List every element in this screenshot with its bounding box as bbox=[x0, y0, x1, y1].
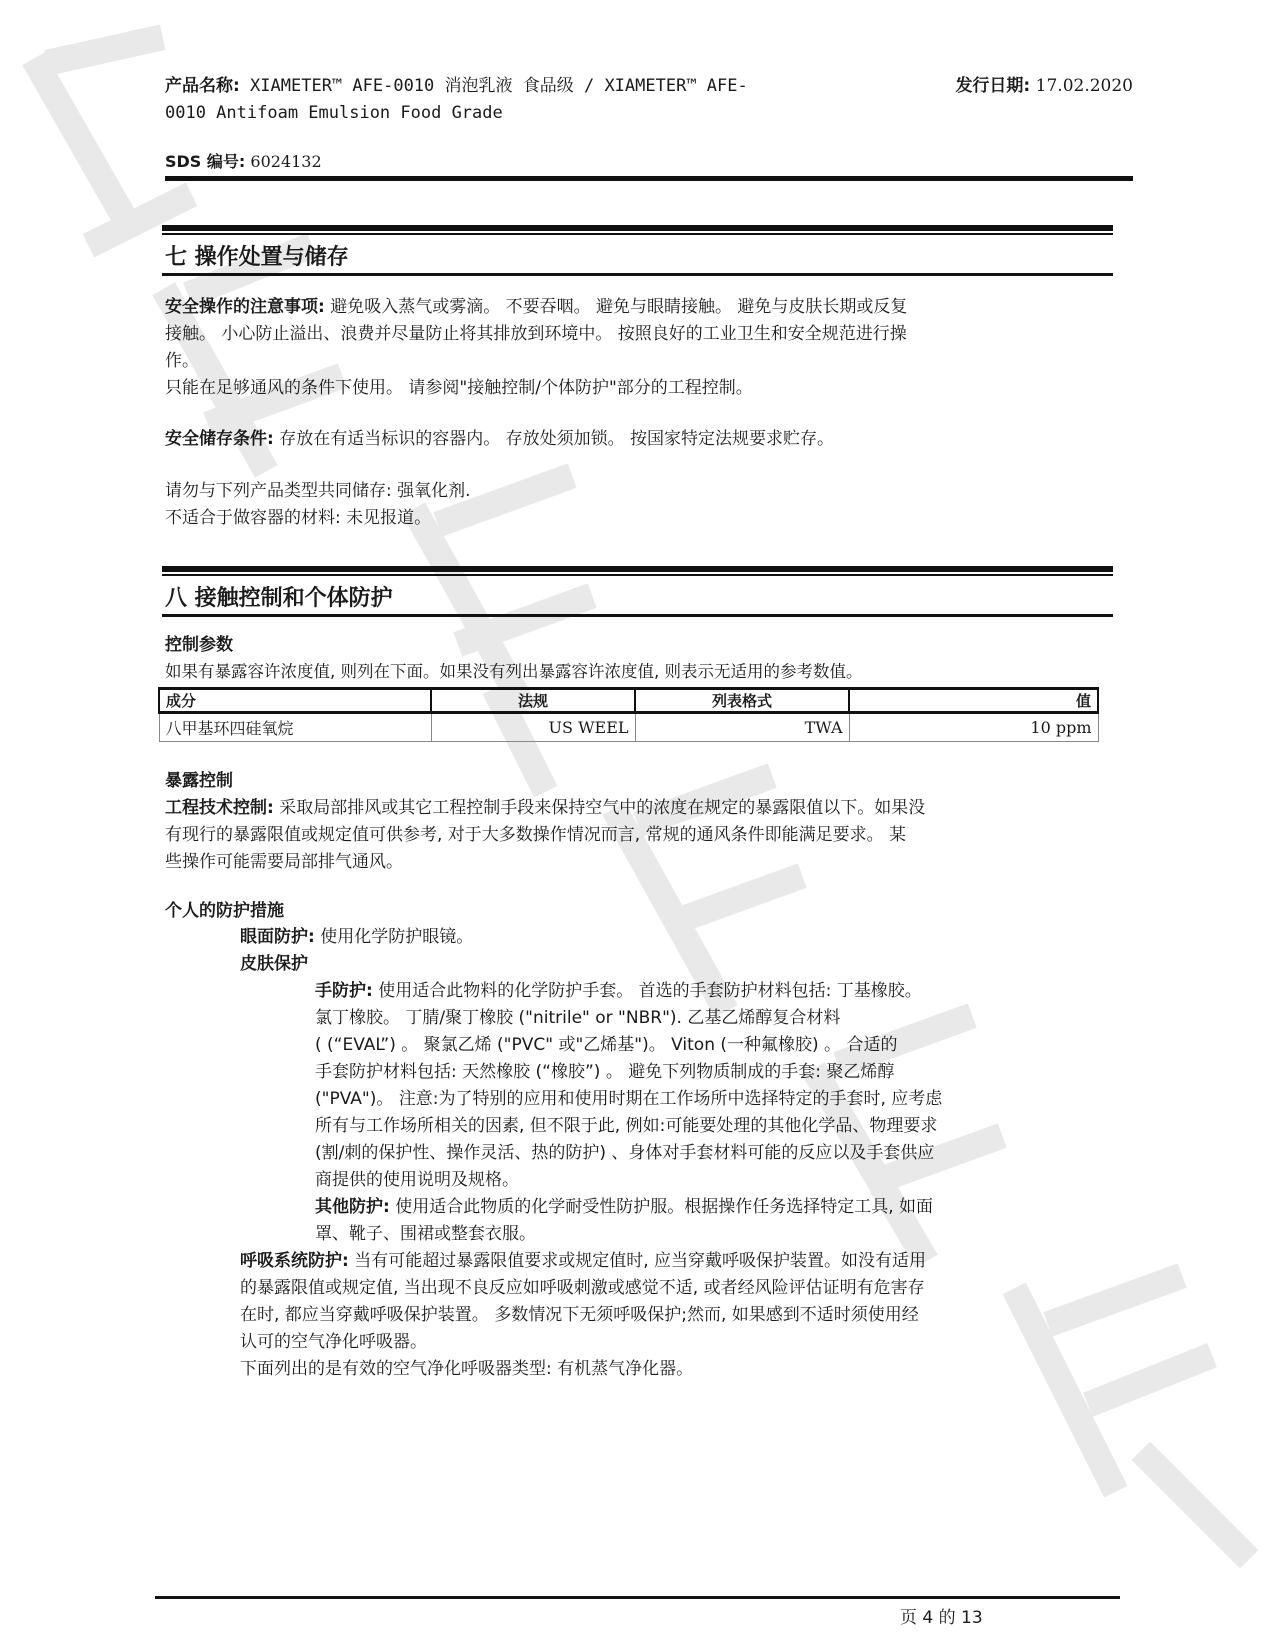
storage-label: 安全储存条件: bbox=[165, 429, 274, 449]
hand-line: 氯丁橡胶。 丁腈/聚丁橡胶 ("nitrile" or "NBR"). 乙基乙烯醇复合材料 bbox=[315, 1008, 841, 1028]
engineering-controls bbox=[165, 795, 1125, 876]
header-divider bbox=[165, 176, 1133, 181]
hand-line: 手套防护材料包括: 天然橡胶 (“橡胶”) 。 避免下列物质制成的手套: 聚乙烯醇 bbox=[315, 1062, 895, 1082]
respiratory-protection bbox=[240, 1248, 1120, 1383]
safe-handling-line: 接触。 小心防止溢出、浪费并尽量防止将其排放到环境中。 按照良好的工业卫生和安全规范进行操 bbox=[165, 324, 907, 344]
safe-handling-paragraph bbox=[165, 294, 1125, 402]
skin-protection-heading: 皮肤保护 bbox=[240, 954, 308, 974]
cell-regulation: US WEEL bbox=[431, 713, 635, 742]
engineering-line: 些操作可能需要局部排气通风。 bbox=[165, 852, 403, 872]
col-header-component: 成分 bbox=[159, 689, 431, 713]
ppe-heading: 个人的防护措施 bbox=[165, 901, 284, 921]
eye-label: 眼面防护: bbox=[240, 927, 315, 947]
section-7-title: 七 操作处置与储存 bbox=[165, 245, 349, 270]
incompatible-line: 请勿与下列产品类型共同储存: 强氧化剂. bbox=[165, 481, 471, 501]
control-params-note: 如果有暴露容许浓度值, 则列在下面。如果没有列出暴露容许浓度值, 则表示无适用的参考数值。 bbox=[165, 662, 863, 681]
storage-text: 存放在有适当标识的容器内。 存放处须加锁。 按国家特定法规要求贮存。 bbox=[273, 429, 835, 449]
section-8-top-rule bbox=[162, 566, 1113, 572]
engineering-label: 工程技术控制: bbox=[165, 798, 274, 818]
resp-line: 当有可能超过暴露限值要求或规定值时, 应当穿戴呼吸保护装置。如没有适用 bbox=[348, 1251, 927, 1271]
hand-line: 所有与工作场所相关的因素, 但不限于此, 例如:可能要处理的其他化学品、物理要求 bbox=[315, 1116, 938, 1136]
engineering-line: 有现行的暴露限值或规定值可供参考, 对于大多数操作情况而言, 常规的通风条件即能满足要求。 某 bbox=[165, 825, 907, 845]
control-params-heading: 控制参数 bbox=[165, 635, 233, 655]
section-7-bottom-rule bbox=[162, 273, 1113, 276]
resp-line: 的暴露限值或规定值, 当出现不良反应如呼吸刺激或感觉不适, 或者经风险评估证明有危害存 bbox=[240, 1278, 925, 1298]
product-name bbox=[165, 73, 805, 127]
container-label: 不适合于做容器的材料: bbox=[165, 508, 341, 528]
exposure-limits-table bbox=[158, 687, 1099, 742]
hand-line: (割/刺的保护性、操作灵活、热的防护) 、身体对手套材料可能的反应以及手套供应 bbox=[315, 1143, 935, 1163]
hand-label: 手防护: bbox=[315, 981, 373, 1001]
other-label: 其他防护: bbox=[315, 1197, 390, 1217]
respirator-type-line: 下面列出的是有效的空气净化呼吸器类型: 有机蒸气净化器。 bbox=[240, 1359, 694, 1379]
product-name-label: 产品名称: bbox=[165, 76, 240, 96]
issue-date bbox=[955, 73, 1133, 100]
col-header-value: 值 bbox=[849, 689, 1098, 713]
col-header-regulation: 法规 bbox=[431, 689, 635, 713]
page-number: 页 4 的 13 bbox=[900, 1608, 983, 1628]
table-header-row bbox=[159, 689, 1098, 713]
cell-component: 八甲基环四硅氧烷 bbox=[159, 713, 431, 742]
incompatible-storage bbox=[165, 478, 471, 532]
section-8-title: 八 接触控制和个体防护 bbox=[165, 586, 393, 611]
hand-line: ( (“EVAL”) 。 聚氯乙烯 ("PVC" 或"乙烯基")。 Viton (一种氟橡胶) 。 合适的 bbox=[315, 1035, 898, 1055]
section-8-bottom-rule bbox=[162, 614, 1113, 617]
cell-value: 10 ppm bbox=[849, 713, 1098, 742]
container-text: 未见报道。 bbox=[340, 508, 432, 528]
resp-line: 在时, 都应当穿戴呼吸保护装置。 多数情况下无须呼吸保护;然而, 如果感到不适时须使用经 bbox=[240, 1305, 919, 1325]
table-row bbox=[159, 713, 1098, 742]
hand-protection bbox=[315, 978, 1115, 1248]
other-line: 罩、靴子、围裙或整套衣服。 bbox=[315, 1224, 536, 1244]
sds-number-label: SDS 编号: bbox=[165, 152, 246, 171]
col-header-basis: 列表格式 bbox=[635, 689, 849, 713]
other-line: 使用适合此物质的化学耐受性防护服。根据操作任务选择特定工具, 如面 bbox=[389, 1197, 934, 1217]
eye-text: 使用化学防护眼镜。 bbox=[314, 927, 474, 947]
sds-number bbox=[165, 150, 322, 174]
safe-handling-label: 安全操作的注意事项: bbox=[165, 297, 325, 317]
safe-handling-line: 只能在足够通风的条件下使用。 请参阅"接触控制/个体防护"部分的工程控制。 bbox=[165, 378, 753, 398]
hand-line: ("PVA")。 注意:为了特别的应用和使用时期在工作场所中选择特定的手套时, 应考虑 bbox=[315, 1089, 943, 1109]
resp-line: 认可的空气净化呼吸器。 bbox=[240, 1332, 427, 1352]
hand-line: 商提供的使用说明及规格。 bbox=[315, 1170, 519, 1190]
safe-handling-line: 避免吸入蒸气或雾滴。 不要吞咽。 避免与眼睛接触。 避免与皮肤长期或反复 bbox=[324, 297, 908, 317]
issue-date-value: 17.02.2020 bbox=[1030, 76, 1133, 96]
safe-handling-line: 作。 bbox=[165, 351, 199, 371]
resp-label: 呼吸系统防护: bbox=[240, 1251, 349, 1271]
storage-conditions bbox=[165, 426, 834, 453]
product-name-line1: XIAMETER™ AFE-0010 消泡乳液 食品级 / XIAMETER™ AFE- bbox=[239, 76, 748, 96]
product-name-line2: 0010 Antifoam Emulsion Food Grade bbox=[165, 103, 503, 123]
exposure-controls-heading: 暴露控制 bbox=[165, 771, 233, 791]
footer-divider bbox=[155, 1596, 1120, 1599]
section-7-top-rule bbox=[162, 225, 1113, 231]
hand-line: 使用适合此物料的化学防护手套。 首选的手套防护材料包括: 丁基橡胶。 bbox=[372, 981, 922, 1001]
cell-basis: TWA bbox=[635, 713, 849, 742]
sds-number-value: 6024132 bbox=[245, 152, 322, 171]
eye-protection bbox=[240, 924, 473, 951]
engineering-line: 采取局部排风或其它工程控制手段来保持空气中的浓度在规定的暴露限值以下。如果没 bbox=[273, 798, 926, 818]
issue-date-label: 发行日期: bbox=[955, 76, 1031, 96]
